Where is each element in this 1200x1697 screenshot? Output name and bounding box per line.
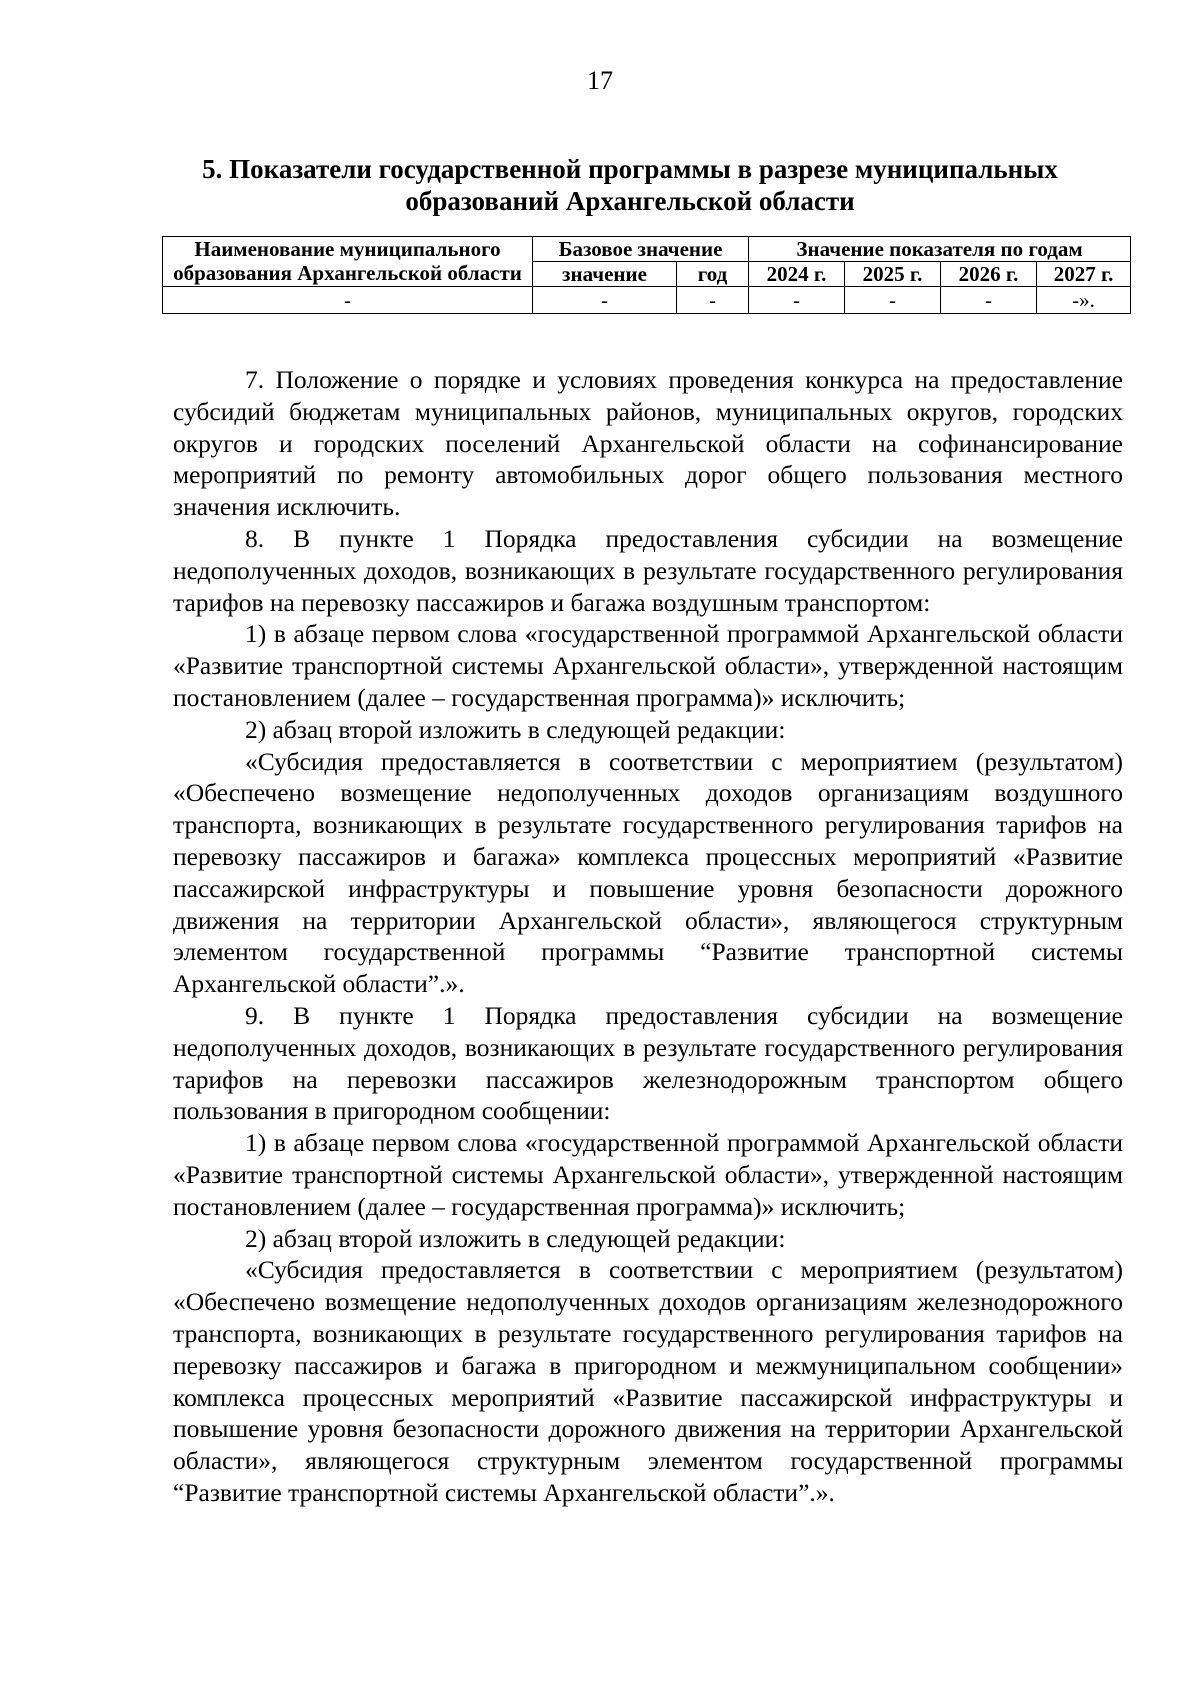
section-title (180, 153, 1080, 217)
table-header-row-1 (163, 237, 1131, 262)
section-title-line-1: 5. Показатели государственной программы в разрезе муниципальных (202, 154, 1058, 184)
paragraph-item-8-quote: «Субсидия предоставляется в соответствии с мероприятием (результатом) «Обеспечено возмещение недополученных доходов организациям воздушного транспорта, возникающих в результате государственного регулирования тарифов на перевозку пассажиров и багажа» комплекса процессных мероприятий «Развитие пассажирской инфраструктуры и повышение уровня безопасности дорожного движения на территории Архангельской области», являющегося структурным элементом государственной программы “Развитие транспортной системы Архангельской области”.». (173, 746, 1123, 999)
header-year-2026: 2026 г. (941, 262, 1037, 287)
table-cell: - (749, 287, 845, 314)
table-cell: - (677, 287, 749, 314)
header-year-2025: 2025 г. (845, 262, 941, 287)
page-number: 17 (587, 66, 613, 95)
header-municipality-name: Наименование муниципального образования Архангельской области (163, 237, 533, 287)
header-base-value-year: год (677, 262, 749, 287)
header-base-value-value: значение (533, 262, 677, 287)
paragraph-item-7: 7. Положение о порядке и условиях проведения конкурса на предоставление субсидий бюджетам муниципальных районов, муниципальных округов, городских округов и городских поселений Архангельской области на софинансирование мероприятий по ремонту автомобильных дорог общего пользования местного значения исключить. (173, 365, 1123, 522)
table-row (163, 287, 1131, 314)
header-year-2027: 2027 г. (1037, 262, 1131, 287)
table-cell: - (533, 287, 677, 314)
table-cell: - (163, 287, 533, 314)
header-year-2024: 2024 г. (749, 262, 845, 287)
header-base-value: Базовое значение (533, 237, 749, 262)
table-cell: - (845, 287, 941, 314)
document-body (173, 364, 1123, 1509)
indicators-table (162, 236, 1131, 314)
paragraph-item-9-sub-1: 1) в абзаце первом слова «государственной программой Архангельской области «Развитие транспортной системы Архангельской области», утвержденной настоящим постановлением (далее – государственная программа)» исключить; (173, 1128, 1123, 1221)
header-values-by-year: Значение показателя по годам (749, 237, 1131, 262)
paragraph-item-8-sub-2: 2) абзац второй изложить в следующей редакции: (245, 714, 786, 744)
paragraph-item-9-quote: «Субсидия предоставляется в соответствии с мероприятием (результатом) «Обеспечено возмещение недополученных доходов организациям железнодорожного транспорта, возникающих в результате государственного регулирования тарифов на перевозку пассажиров и багажа в пригородном и межмуниципальном сообщении» комплекса процессных мероприятий «Развитие пассажирской инфраструктуры и повышение уровня безопасности дорожного движения на территории Архангельской области», являющегося структурным элементом государственной программы “Развитие транспортной системы Архангельской области”.». (173, 1255, 1123, 1507)
table-cell: -». (1037, 287, 1131, 314)
paragraph-item-8: 8. В пункте 1 Порядка предоставления субсидии на возмещение недополученных доходов, возникающих в результате государственного регулирования тарифов на перевозку пассажиров и багажа воздушным транспортом: (173, 523, 1123, 617)
section-title-line-2: образований Архангельской области (405, 186, 855, 216)
table-cell: - (941, 287, 1037, 314)
paragraph-item-9-sub-2: 2) абзац второй изложить в следующей редакции: (245, 1223, 786, 1253)
paragraph-item-9: 9. В пункте 1 Порядка предоставления субсидии на возмещение недополученных доходов, возникающих в результате государственного регулирования тарифов на перевозки пассажиров железнодорожным транспортом общего пользования в пригородном сообщении: (173, 1000, 1123, 1126)
paragraph-item-8-sub-1: 1) в абзаце первом слова «государственной программой Архангельской области «Развитие транспортной системы Архангельской области», утвержденной настоящим постановлением (далее – государственная программа)» исключить; (173, 619, 1123, 712)
